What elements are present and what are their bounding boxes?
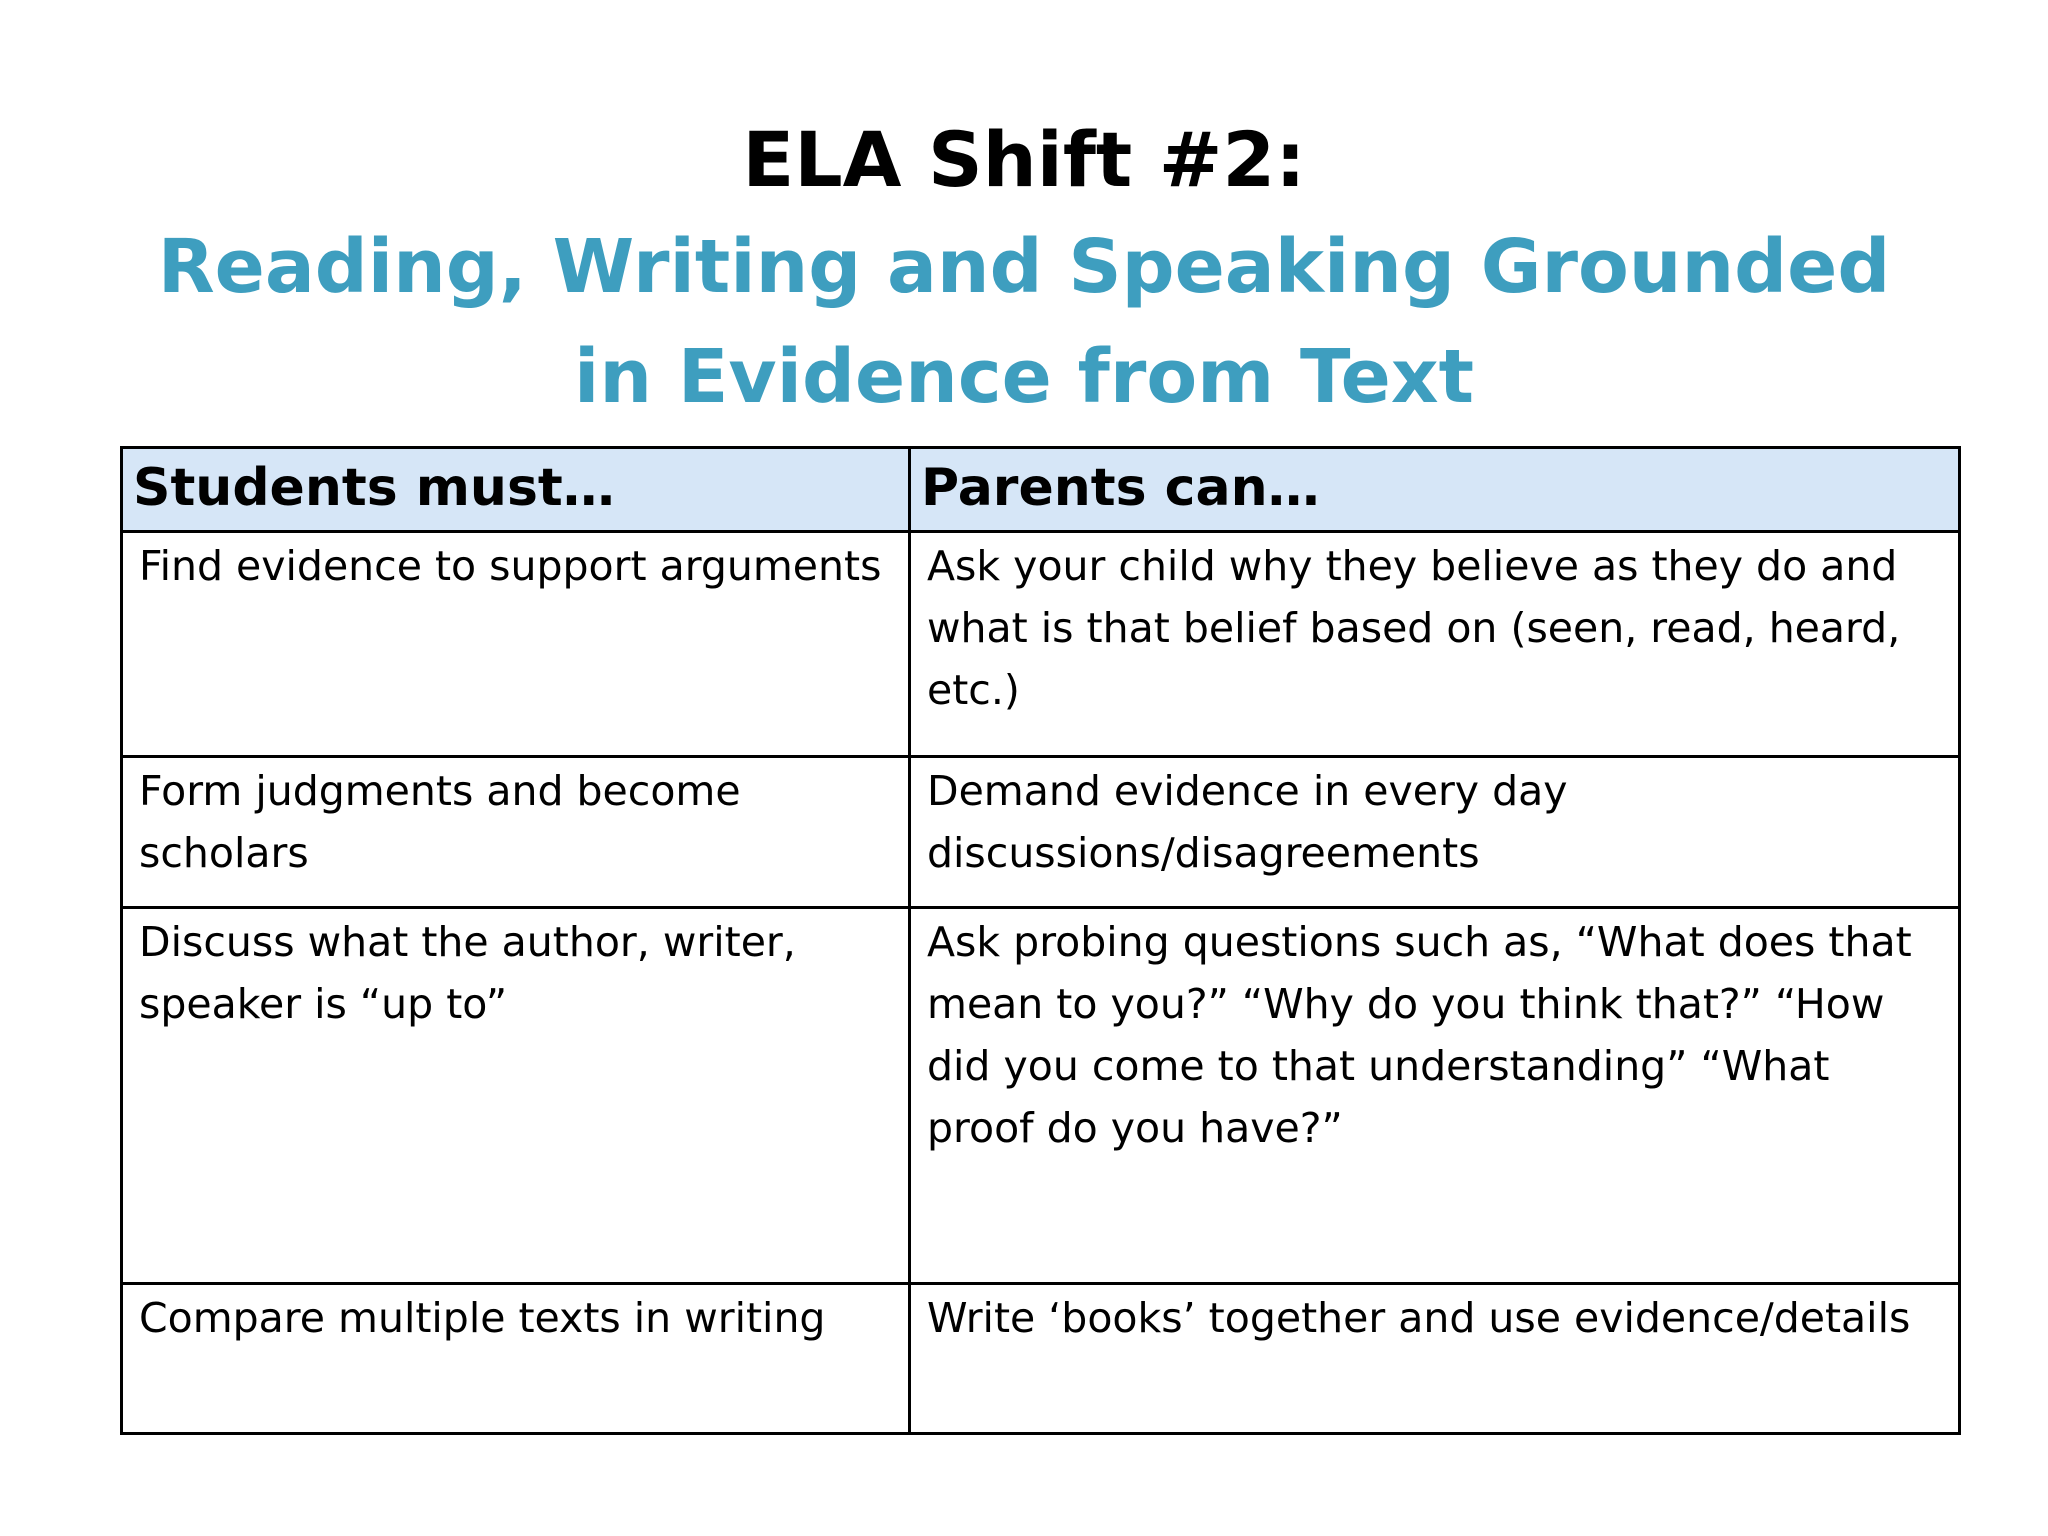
table-row <box>122 908 1960 1284</box>
parents-cell: Ask probing questions such as, “What does that mean to you?” “Why do you think that?” “How did you come to that understanding” “What proof do you have?” <box>910 908 1960 1284</box>
parents-cell: Write ‘books’ together and use evidence/details <box>910 1284 1960 1434</box>
students-cell: Compare multiple texts in writing <box>122 1284 910 1434</box>
table-row <box>122 532 1960 757</box>
slide-subtitle: Reading, Writing and Speaking Grounded in Evidence from Text <box>157 224 1891 420</box>
table-header-row <box>122 448 1960 532</box>
students-cell: Discuss what the author, writer, speaker is “up to” <box>122 908 910 1284</box>
header-students: Students must… <box>122 448 910 532</box>
shift-table <box>120 446 1961 1435</box>
table-row <box>122 1284 1960 1434</box>
parents-cell: Demand evidence in every day discussions/disagreements <box>910 757 1960 908</box>
table-row <box>122 757 1960 908</box>
header-parents: Parents can… <box>910 448 1960 532</box>
students-cell: Form judgments and become scholars <box>122 757 910 908</box>
slide-title: ELA Shift #2: <box>742 115 1306 204</box>
parents-cell: Ask your child why they believe as they do and what is that belief based on (seen, read, heard, etc.) <box>910 532 1960 757</box>
students-cell: Find evidence to support arguments <box>122 532 910 757</box>
